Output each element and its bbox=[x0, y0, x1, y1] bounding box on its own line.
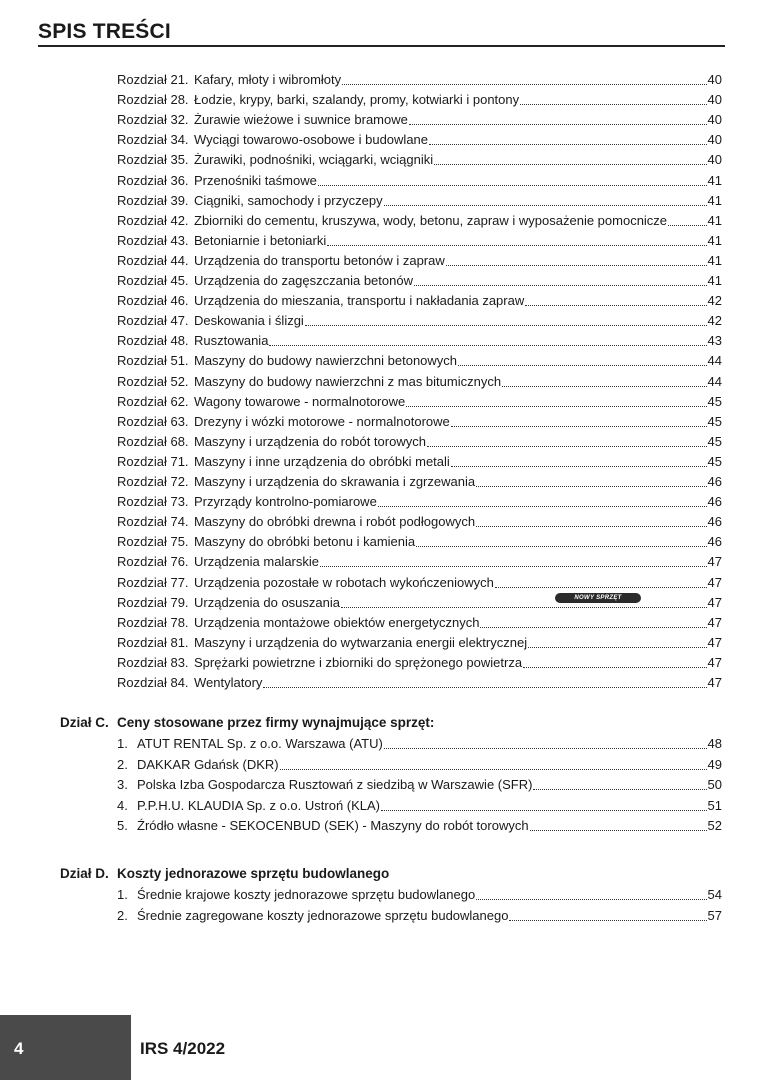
toc-entry bbox=[117, 412, 722, 432]
toc-leader-dots bbox=[427, 446, 707, 447]
toc-entry-number: 4. bbox=[117, 797, 128, 813]
toc-entry-page: 54 bbox=[707, 887, 722, 902]
toc-entry-label: Kafary, młoty i wibromłoty bbox=[194, 72, 342, 87]
toc-entry-label: Maszyny do budowy nawierzchni betonowych bbox=[194, 353, 458, 369]
toc-entry-page: 46 bbox=[707, 474, 722, 489]
toc-entry bbox=[117, 734, 722, 754]
toc-entry-number: Rozdział 45. bbox=[117, 273, 189, 288]
toc-entry-label: Maszyny do obróbki drewna i robót podłogowych bbox=[194, 514, 476, 530]
toc-leader-dots bbox=[528, 647, 706, 648]
toc-entry-number: Rozdział 74. bbox=[117, 514, 189, 530]
toc-entry-number: Rozdział 52. bbox=[117, 373, 189, 389]
toc-leader-dots bbox=[320, 566, 707, 567]
toc-entry bbox=[117, 211, 722, 231]
toc-entry-label: Średnie zagregowane koszty jednorazowe sprzętu budowlanego bbox=[137, 907, 509, 923]
toc-leader-dots bbox=[509, 920, 706, 921]
toc-leader-dots bbox=[525, 305, 706, 306]
toc-leader-dots bbox=[530, 830, 707, 831]
toc-entry bbox=[117, 271, 722, 291]
toc-entry-page: 41 bbox=[707, 172, 722, 188]
toc-entry-label: Zbiorniki do cementu, kruszywa, wody, betonu, zapraw i wyposażenie pomocnicze bbox=[194, 212, 668, 228]
toc-leader-dots bbox=[451, 466, 707, 467]
toc-entry-number: Rozdział 43. bbox=[117, 232, 189, 248]
toc-entry-number: Rozdział 76. bbox=[117, 554, 189, 570]
toc-entry-label: Maszyny do budowy nawierzchni z mas bitumicznych bbox=[194, 373, 502, 389]
toc-entry-label: Wentylatory bbox=[194, 675, 263, 690]
toc-entry-page: 50 bbox=[707, 777, 722, 792]
toc-leader-dots bbox=[414, 285, 707, 286]
section-d-title: Koszty jednorazowe sprzętu budowlanego bbox=[117, 866, 390, 881]
toc-entry bbox=[117, 532, 722, 552]
toc-entry-number: Rozdział 48. bbox=[117, 333, 189, 349]
toc-entry-number: Rozdział 77. bbox=[117, 574, 189, 590]
toc-entry-page: 46 bbox=[707, 514, 722, 530]
toc-leader-dots bbox=[384, 748, 707, 749]
footer-page-box bbox=[0, 1015, 131, 1080]
toc-entry-page: 40 bbox=[707, 152, 722, 168]
toc-entry bbox=[117, 392, 722, 412]
toc-entry-page: 49 bbox=[707, 756, 722, 772]
toc-leader-dots bbox=[280, 769, 707, 770]
toc-entry bbox=[117, 796, 722, 816]
toc-leader-dots bbox=[451, 426, 707, 427]
footer-issue: IRS 4/2022 bbox=[140, 1039, 226, 1058]
toc-entry-page: 41 bbox=[707, 252, 722, 268]
toc-entry-number: 3. bbox=[117, 777, 128, 792]
toc-entry bbox=[117, 311, 722, 331]
toc-leader-dots bbox=[341, 607, 707, 608]
toc-entry-page: 48 bbox=[707, 736, 722, 751]
toc-entry bbox=[117, 372, 722, 392]
toc-entry-label: DAKKAR Gdańsk (DKR) bbox=[137, 756, 279, 772]
toc-entry-number: 2. bbox=[117, 756, 128, 772]
section-d-label: Dział D. bbox=[60, 866, 109, 881]
toc-leader-dots bbox=[458, 365, 707, 366]
toc-entry-label: Wagony towarowe - normalnotorowe bbox=[194, 393, 406, 409]
toc-entry bbox=[117, 673, 722, 693]
toc-entry bbox=[117, 231, 722, 251]
toc-entry-label: Przenośniki taśmowe bbox=[194, 172, 317, 188]
toc-entry-page: 40 bbox=[707, 72, 722, 87]
toc-entry-page: 45 bbox=[707, 433, 722, 449]
toc-entry-label: Urządzenia montażowe obiektów energetycznych bbox=[194, 614, 480, 630]
toc-entry-number: Rozdział 42. bbox=[117, 212, 189, 228]
toc-entry-page: 47 bbox=[707, 554, 722, 570]
toc-entry-label: Rusztowania bbox=[194, 333, 269, 349]
toc-entry bbox=[117, 755, 722, 775]
toc-entry-label: Urządzenia malarskie bbox=[194, 554, 319, 570]
toc-entry-number: Rozdział 32. bbox=[117, 112, 189, 128]
toc-entry bbox=[117, 573, 722, 593]
toc-entry bbox=[117, 351, 722, 371]
toc-entry-number: Rozdział 28. bbox=[117, 92, 189, 108]
toc-entry-label: Żurawiki, podnośniki, wciągarki, wciągniki bbox=[194, 152, 434, 168]
toc-leader-dots bbox=[263, 687, 706, 688]
toc-entry-label: Łodzie, krypy, barki, szalandy, promy, kotwiarki i pontony bbox=[194, 92, 520, 108]
toc-entry-number: Rozdział 79. bbox=[117, 594, 189, 610]
toc-entry-label: Żurawie wieżowe i suwnice bramowe bbox=[194, 112, 408, 128]
toc-entry bbox=[117, 110, 722, 130]
toc-entry-label: Betoniarnie i betoniarki bbox=[194, 232, 327, 248]
toc-entry-page: 47 bbox=[707, 614, 722, 630]
toc-entry-number: Rozdział 81. bbox=[117, 634, 189, 650]
toc-leader-dots bbox=[327, 245, 706, 246]
toc-entry bbox=[117, 512, 722, 532]
toc-entry-number: Rozdział 62. bbox=[117, 393, 189, 409]
toc-entry-number: 5. bbox=[117, 818, 128, 833]
toc-entry-number: Rozdział 71. bbox=[117, 453, 189, 469]
toc-entry-page: 41 bbox=[707, 192, 722, 208]
toc-entry-label: Urządzenia do mieszania, transportu i nakładania zapraw bbox=[194, 293, 525, 309]
toc-entry-label: Źródło własne - SEKOCENBUD (SEK) - Maszyny do robót torowych bbox=[137, 818, 529, 833]
toc-leader-dots bbox=[533, 789, 706, 790]
toc-entry bbox=[117, 171, 722, 191]
toc-entry-number: Rozdział 21. bbox=[117, 72, 189, 87]
toc-entry-page: 41 bbox=[707, 212, 722, 228]
toc-leader-dots bbox=[476, 526, 706, 527]
toc-entry-page: 42 bbox=[707, 293, 722, 309]
toc-entry bbox=[117, 432, 722, 452]
toc-entry-label: Urządzenia pozostałe w robotach wykończeniowych bbox=[194, 574, 494, 590]
toc-entry-page: 44 bbox=[707, 373, 722, 389]
toc-leader-dots bbox=[495, 587, 707, 588]
toc-entry-page: 44 bbox=[707, 353, 722, 369]
toc-entry-number: Rozdział 68. bbox=[117, 433, 189, 449]
toc-leader-dots bbox=[476, 486, 706, 487]
toc-entry-number: Rozdział 78. bbox=[117, 614, 189, 630]
toc-entry bbox=[117, 251, 722, 271]
toc-entry-number: 1. bbox=[117, 887, 128, 902]
page-title: SPIS TREŚCI bbox=[38, 20, 171, 43]
toc-entry bbox=[117, 552, 722, 572]
toc-leader-dots bbox=[406, 406, 706, 407]
toc-entry-label: P.P.H.U. KLAUDIA Sp. z o.o. Ustroń (KLA) bbox=[137, 797, 381, 813]
toc-entry-label: Maszyny i inne urządzenia do obróbki metali bbox=[194, 453, 450, 469]
toc-entry-label: Przyrządy kontrolno-pomiarowe bbox=[194, 494, 377, 510]
toc-entry-page: 57 bbox=[707, 907, 722, 923]
toc-entry-label: Maszyny i urządzenia do skrawania i zgrzewania bbox=[194, 474, 476, 489]
toc-entry-number: Rozdział 35. bbox=[117, 152, 189, 168]
toc-entry-label: Urządzenia do zagęszczania betonów bbox=[194, 273, 413, 288]
toc-entry-page: 41 bbox=[707, 273, 722, 288]
toc-entry-number: Rozdział 47. bbox=[117, 313, 189, 329]
toc-entry-label: Wyciągi towarowo-osobowe i budowlane bbox=[194, 132, 429, 148]
toc-entry-number: Rozdział 72. bbox=[117, 474, 189, 489]
toc-entry-number: Rozdział 73. bbox=[117, 494, 189, 510]
toc-entry bbox=[117, 150, 722, 170]
toc-entry bbox=[117, 613, 722, 633]
toc-leader-dots bbox=[520, 104, 706, 105]
toc-entry bbox=[117, 70, 722, 90]
toc-entry bbox=[117, 472, 722, 492]
toc-entry-label: Urządzenia do osuszania bbox=[194, 594, 340, 610]
toc-entry bbox=[117, 130, 722, 150]
toc-entry-page: 52 bbox=[707, 818, 722, 833]
toc-leader-dots bbox=[523, 667, 706, 668]
toc-leader-dots bbox=[305, 325, 707, 326]
toc-leader-dots bbox=[502, 386, 706, 387]
toc-entry-label: Ciągniki, samochody i przyczepy bbox=[194, 192, 383, 208]
toc-entry-page: 40 bbox=[707, 132, 722, 148]
toc-leader-dots bbox=[429, 144, 707, 145]
toc-entry-page: 46 bbox=[707, 534, 722, 550]
toc-leader-dots bbox=[342, 84, 706, 85]
toc-entry-number: Rozdział 44. bbox=[117, 252, 189, 268]
toc-entry-number: Rozdział 39. bbox=[117, 192, 189, 208]
section-c-title: Ceny stosowane przez firmy wynajmujące sprzęt: bbox=[117, 715, 435, 730]
toc-entry bbox=[117, 816, 722, 836]
toc-entry-label: ATUT RENTAL Sp. z o.o. Warszawa (ATU) bbox=[137, 736, 383, 751]
toc-entry bbox=[117, 90, 722, 110]
toc-entry-page: 45 bbox=[707, 393, 722, 409]
toc-leader-dots bbox=[446, 265, 707, 266]
toc-entry-page: 46 bbox=[707, 494, 722, 510]
toc-leader-dots bbox=[434, 164, 706, 165]
toc-entry-label: Deskowania i ślizgi bbox=[194, 313, 304, 329]
toc-leader-dots bbox=[269, 345, 706, 346]
toc-entry bbox=[117, 331, 722, 351]
toc-entry-number: Rozdział 83. bbox=[117, 654, 189, 670]
toc-entry-page: 45 bbox=[707, 413, 722, 429]
toc-entry-label: Urządzenia do transportu betonów i zapraw bbox=[194, 252, 445, 268]
toc-leader-dots bbox=[416, 546, 706, 547]
toc-entry-page: 47 bbox=[707, 675, 722, 690]
toc-entry-number: Rozdział 34. bbox=[117, 132, 189, 148]
section-c-label: Dział C. bbox=[60, 715, 109, 730]
toc-entry-label: Polska Izba Gospodarcza Rusztowań z siedzibą w Warszawie (SFR) bbox=[137, 777, 533, 792]
toc-entry-number: Rozdział 51. bbox=[117, 353, 189, 369]
toc-entry-page: 47 bbox=[707, 594, 722, 610]
toc-entry-page: 40 bbox=[707, 112, 722, 128]
toc-entry-number: Rozdział 46. bbox=[117, 293, 189, 309]
toc-leader-dots bbox=[381, 810, 707, 811]
toc-entry-page: 45 bbox=[707, 453, 722, 469]
toc-leader-dots bbox=[480, 627, 706, 628]
toc-entry-number: Rozdział 75. bbox=[117, 534, 189, 550]
toc-entry-page: 47 bbox=[707, 574, 722, 590]
new-equipment-badge: NOWY SPRZĘT bbox=[555, 593, 641, 603]
toc-leader-dots bbox=[668, 225, 706, 226]
toc-leader-dots bbox=[378, 506, 707, 507]
toc-entry bbox=[117, 452, 722, 472]
toc-entry-label: Maszyny i urządzenia do robót torowych bbox=[194, 433, 426, 449]
toc-entry-page: 47 bbox=[707, 634, 722, 650]
toc-entry-page: 51 bbox=[707, 797, 722, 813]
toc-entry-page: 41 bbox=[707, 232, 722, 248]
toc-entry-label: Drezyny i wózki motorowe - normalnotorowe bbox=[194, 413, 450, 429]
footer-page-number: 4 bbox=[14, 1039, 24, 1058]
toc-entry bbox=[117, 906, 722, 926]
toc-entry-page: 43 bbox=[707, 333, 722, 349]
toc-entry bbox=[117, 492, 722, 512]
toc-entry-number: Rozdział 63. bbox=[117, 413, 189, 429]
toc-entry-number: 2. bbox=[117, 907, 128, 923]
toc-leader-dots bbox=[318, 185, 707, 186]
toc-entry bbox=[117, 653, 722, 673]
toc-leader-dots bbox=[384, 205, 707, 206]
toc-leader-dots bbox=[476, 899, 706, 900]
toc-entry-label: Średnie krajowe koszty jednorazowe sprzętu budowlanego bbox=[137, 887, 476, 902]
toc-entry-number: Rozdział 84. bbox=[117, 675, 189, 690]
toc-leader-dots bbox=[409, 124, 707, 125]
toc-entry-label: Maszyny do obróbki betonu i kamienia bbox=[194, 534, 416, 550]
title-rule bbox=[38, 45, 725, 47]
toc-entry-page: 42 bbox=[707, 313, 722, 329]
toc-entry-number: 1. bbox=[117, 736, 128, 751]
toc-entry bbox=[117, 885, 722, 905]
toc-entry-page: 47 bbox=[707, 654, 722, 670]
toc-entry-label: Maszyny i urządzenia do wytwarzania energii elektrycznej bbox=[194, 634, 528, 650]
toc-entry-page: 40 bbox=[707, 92, 722, 108]
toc-entry bbox=[117, 291, 722, 311]
toc-entry bbox=[117, 633, 722, 653]
toc-entry bbox=[117, 191, 722, 211]
toc-entry bbox=[117, 775, 722, 795]
toc-entry-label: Sprężarki powietrzne i zbiorniki do sprężonego powietrza bbox=[194, 654, 523, 670]
toc-entry-number: Rozdział 36. bbox=[117, 172, 189, 188]
